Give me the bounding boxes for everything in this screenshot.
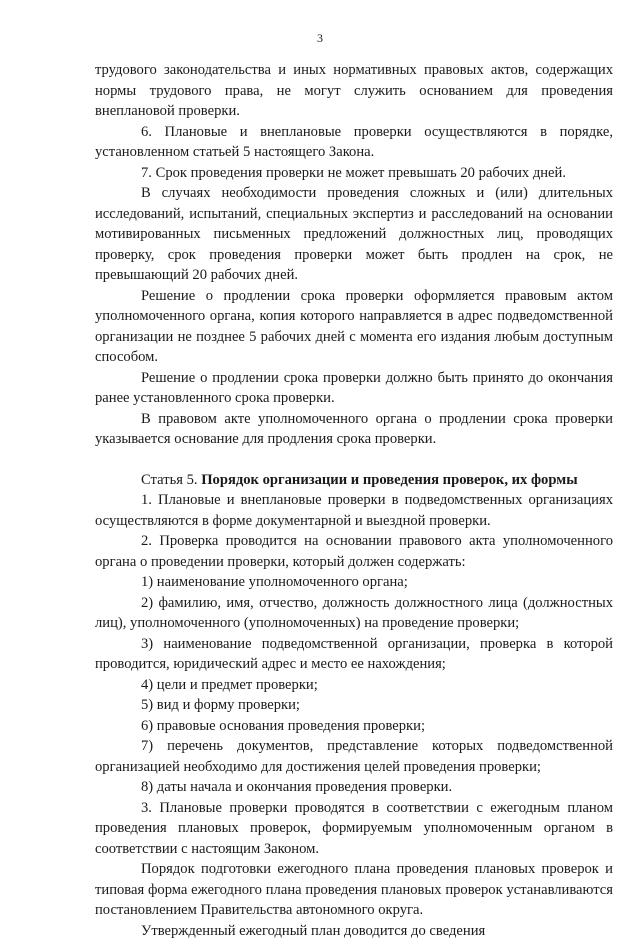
paragraph: Решение о продлении срока проверки должно быть принято до окончания ранее установленного срока проверки. (95, 368, 613, 409)
paragraph: Порядок подготовки ежегодного плана проведения плановых проверок и типовая форма ежегодного плана проведения плановых проверок устанавливаются постановлением Правительства автономного округа. (95, 859, 613, 921)
document-body (95, 60, 613, 941)
list-item: 4) цели и предмет проверки; (95, 675, 613, 696)
paragraph: В случаях необходимости проведения сложных и (или) длительных исследований, испытаний, специальных экспертиз и расследований на основании мотивированных письменных предложений должностных лиц, проводящих проверку, срок проведения проверки может быть продлен на срок, не превышающий 20 рабочих дней. (95, 183, 613, 286)
list-item: 5) вид и форму проверки; (95, 695, 613, 716)
paragraph: 1. Плановые и внеплановые проверки в подведомственных организациях осуществляются в форме документарной и выездной проверки. (95, 490, 613, 531)
paragraph: 3. Плановые проверки проводятся в соответствии с ежегодным планом проведения плановых проверок, формируемым уполномоченным органом в соответствии с настоящим Законом. (95, 798, 613, 860)
paragraph: 2. Проверка проводится на основании правового акта уполномоченного органа о проведении проверки, который должен содержать: (95, 531, 613, 572)
list-item: 6) правовые основания проведения проверки; (95, 716, 613, 737)
list-item: 7) перечень документов, представление которых подведомственной организацией необходимо для достижения целей проведения проверки; (95, 736, 613, 777)
paragraph: Решение о продлении срока проверки оформляется правовым актом уполномоченного органа, копия которого направляется в адрес подведомственной организации не позднее 5 рабочих дней с момента его издания любым доступным способом. (95, 286, 613, 368)
paragraph: Утвержденный ежегодный план доводится до сведения (95, 921, 613, 941)
page-number: 3 (0, 31, 640, 45)
article-prefix: Статья 5. (141, 472, 201, 488)
article-heading (95, 470, 613, 491)
paragraph: трудового законодательства и иных нормативных правовых актов, содержащих нормы трудового права, не могут служить основанием для проведения внеплановой проверки. (95, 60, 613, 122)
paragraph: В правовом акте уполномоченного органа о продлении срока проверки указывается основание для продления срока проверки. (95, 409, 613, 450)
list-item: 2) фамилию, имя, отчество, должность должностного лица (должностных лиц), уполномоченного (уполномоченных) на проведение проверки; (95, 593, 613, 634)
list-item: 8) даты начала и окончания проведения проверки. (95, 777, 613, 798)
list-item: 1) наименование уполномоченного органа; (95, 572, 613, 593)
paragraph: 7. Срок проведения проверки не может превышать 20 рабочих дней. (95, 163, 613, 184)
list-item: 3) наименование подведомственной организации, проверка в которой проводится, юридический адрес и место ее нахождения; (95, 634, 613, 675)
paragraph: 6. Плановые и внеплановые проверки осуществляются в порядке, установленном статьей 5 настоящего Закона. (95, 122, 613, 163)
article-title: Порядок организации и проведения проверок, их формы (201, 472, 577, 488)
